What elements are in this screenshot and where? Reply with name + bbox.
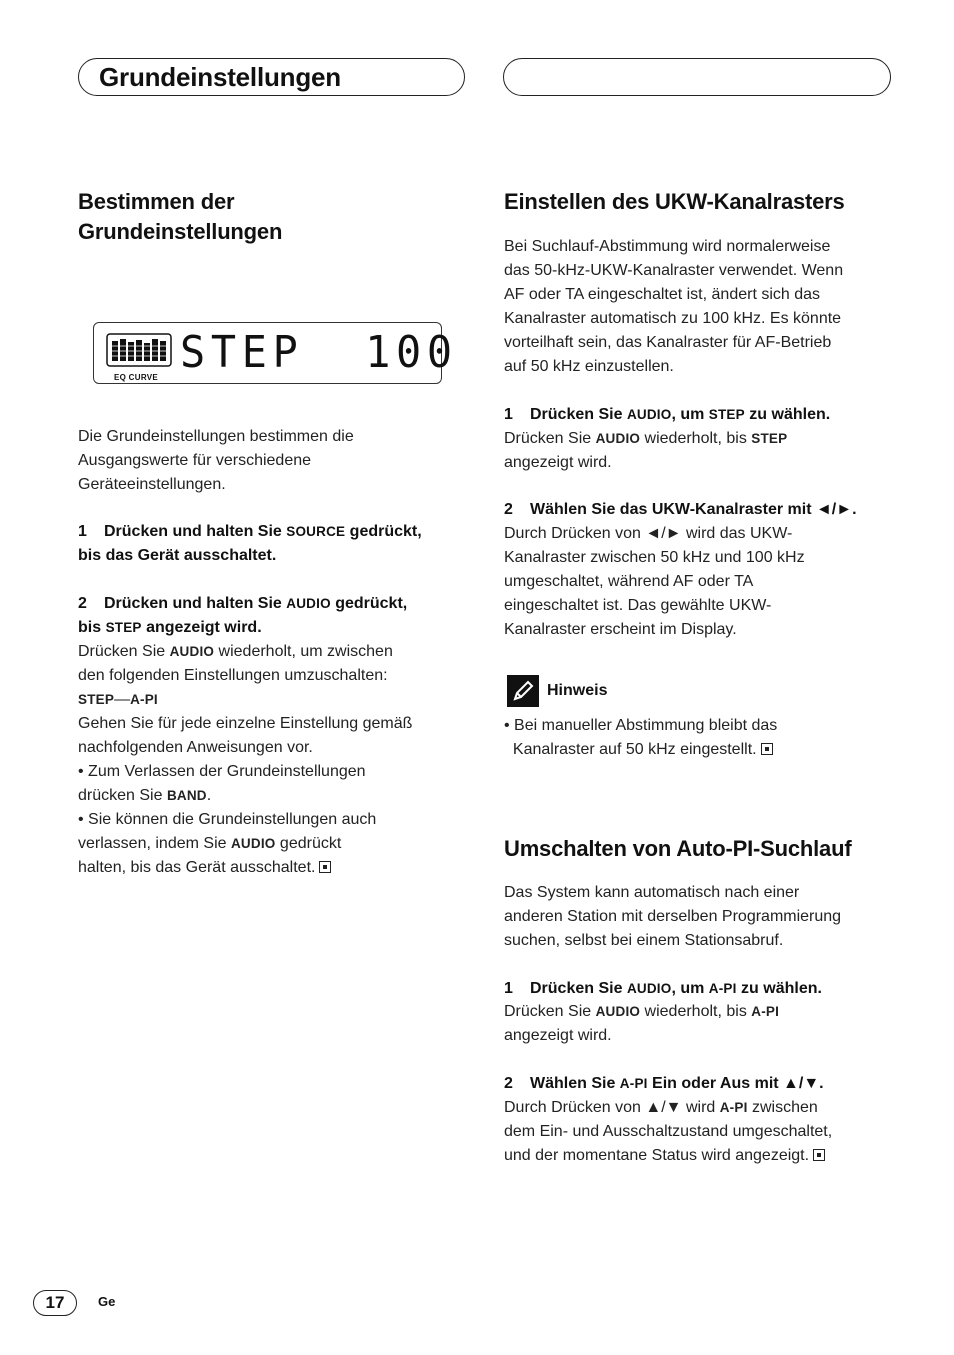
auto-pi-step-2-instruction bbox=[504, 1072, 894, 1096]
key-a-pi: A-PI bbox=[751, 1004, 780, 1019]
bullet-text: • Zum Verlassen der Grundeinstellungen drücken Sie bbox=[78, 763, 366, 804]
key-step: STEP bbox=[105, 620, 142, 635]
step-text: Drücken und halten Sie bbox=[104, 523, 287, 540]
key-a-pi: A-PI bbox=[719, 1100, 748, 1115]
end-mark-icon bbox=[761, 743, 773, 755]
body-text: angezeigt wird. bbox=[504, 1027, 612, 1044]
auto-pi-step-1-instruction bbox=[504, 977, 894, 1001]
key-step: STEP bbox=[751, 431, 788, 446]
step-number: 2 bbox=[504, 501, 513, 518]
step-text: Drücken Sie bbox=[530, 406, 627, 423]
step-text: Wählen Sie das UKW-Kanalraster mit ◄/►. bbox=[530, 501, 857, 518]
section-heading-auto-pi: Umschalten von Auto-PI-Suchlauf bbox=[504, 836, 852, 861]
key-step: STEP bbox=[78, 692, 115, 707]
body-text: Drücken Sie bbox=[504, 1003, 596, 1020]
step-text: gedrückt, bis bbox=[78, 595, 408, 636]
step-text: zu wählen. bbox=[744, 406, 831, 423]
note-label: Hinweis bbox=[547, 682, 608, 699]
step-text: , um bbox=[671, 980, 709, 997]
intro-text: Die Grundeinstellungen bestimmen die Ausgangswerte für verschiedene Geräteeinstellungen. bbox=[78, 428, 354, 493]
auto-pi-step-1-body bbox=[504, 1000, 894, 1048]
ukw-step-2-body: Durch Drücken von ◄/► wird das UKW- Kanalraster zwischen 50 kHz und 100 kHz umgeschaltet, während AF oder TA eingeschaltet ist. Das gewählte UKW- Kanalraster erscheint im Display. bbox=[504, 525, 805, 638]
ukw-step-1-body bbox=[504, 427, 894, 475]
note-text bbox=[504, 714, 894, 762]
step-2-instruction bbox=[78, 592, 468, 640]
step-number: 1 bbox=[504, 980, 513, 997]
key-audio: AUDIO bbox=[595, 1004, 641, 1019]
end-mark-icon bbox=[813, 1149, 825, 1161]
bullet-text: gedrückt halten, bis das Gerät ausschaltet. bbox=[78, 835, 342, 876]
step-1-instruction bbox=[78, 520, 468, 568]
step-2-body bbox=[78, 640, 468, 880]
note-bullet: • Bei manueller Abstimmung bleibt das Kanalraster auf 50 kHz eingestellt. bbox=[504, 717, 778, 758]
key-source: SOURCE bbox=[286, 524, 346, 539]
body-text: angezeigt wird. bbox=[504, 454, 612, 471]
sequence-dash: — bbox=[114, 691, 131, 708]
section-heading-grundeinstellungen: Bestimmen der Grundeinstellungen bbox=[78, 189, 283, 244]
step-text: , um bbox=[671, 406, 709, 423]
step-number: 2 bbox=[78, 595, 87, 612]
step-number: 2 bbox=[504, 1075, 513, 1092]
step-text: zu wählen. bbox=[736, 980, 822, 997]
key-step: STEP bbox=[708, 407, 745, 422]
section-heading-ukw-kanalraster: Einstellen des UKW-Kanalrasters bbox=[504, 189, 845, 214]
ukw-intro-text: Bei Suchlauf-Abstimmung wird normalerweise das 50-kHz-UKW-Kanalraster verwendet. Wenn AF oder TA eingeschaltet ist, ändert sich das Kanalraster automatisch zu 100 kHz. Es könnte vorteilhaft sein, das Kanalraster für AF-Betrieb auf 50 kHz einzustellen. bbox=[504, 238, 844, 375]
lcd-display bbox=[93, 322, 458, 384]
key-audio: AUDIO bbox=[626, 981, 672, 996]
page-number: 17 bbox=[33, 1290, 77, 1316]
key-a-pi: A-PI bbox=[708, 981, 737, 996]
ukw-step-2-instruction bbox=[504, 498, 899, 522]
key-audio: AUDIO bbox=[230, 836, 276, 851]
body-text: zwischen dem Ein- und Ausschaltzustand umgeschaltet, und der momentane Status wird angezeigt. bbox=[504, 1099, 833, 1164]
header-title-box bbox=[78, 58, 465, 96]
step-number: 1 bbox=[504, 406, 513, 423]
ukw-step-1-instruction bbox=[504, 403, 894, 427]
auto-pi-step-2-body bbox=[504, 1096, 899, 1168]
bullet-text: . bbox=[206, 787, 212, 804]
key-a-pi: A-PI bbox=[130, 692, 158, 707]
end-mark-icon bbox=[319, 861, 331, 873]
key-audio: AUDIO bbox=[595, 431, 641, 446]
body-text: Drücken Sie bbox=[504, 430, 596, 447]
key-a-pi: A-PI bbox=[619, 1076, 648, 1091]
step-text: gedrückt, bis das Gerät ausschaltet. bbox=[78, 523, 422, 564]
page-title: Grundeinstellungen bbox=[99, 62, 341, 92]
note-pencil-icon bbox=[507, 675, 539, 707]
eq-curve-icon bbox=[106, 333, 172, 367]
step-text: Drücken Sie bbox=[530, 980, 627, 997]
body-text: wiederholt, bis bbox=[640, 1003, 752, 1020]
body-text: wiederholt, bis bbox=[640, 430, 752, 447]
body-text: Durch Drücken von ▲/▼ wird bbox=[504, 1099, 720, 1116]
bullet-text: • Sie können die Grundeinstellungen auch verlassen, indem Sie bbox=[78, 811, 377, 852]
language-code: Ge bbox=[98, 1294, 116, 1309]
key-band: BAND bbox=[166, 788, 207, 803]
body-text: Drücken Sie bbox=[78, 643, 170, 660]
step-number: 1 bbox=[78, 523, 87, 540]
step-text: Drücken und halten Sie bbox=[104, 595, 287, 612]
auto-pi-intro-text: Das System kann automatisch nach einer anderen Station mit derselben Programmierung suchen, selbst bei einem Stationsabruf. bbox=[504, 884, 842, 949]
key-audio: AUDIO bbox=[169, 644, 215, 659]
eq-curve-label: EQ CURVE bbox=[114, 373, 159, 382]
step-text: Ein oder Aus mit ▲/▼. bbox=[647, 1075, 824, 1092]
step-text: Wählen Sie bbox=[530, 1075, 620, 1092]
key-audio: AUDIO bbox=[626, 407, 672, 422]
lcd-readout: STEP 100 bbox=[180, 327, 458, 378]
step-text: angezeigt wird. bbox=[141, 619, 262, 636]
body-text: Gehen Sie für jede einzelne Einstellung gemäß nachfolgenden Anweisungen vor. bbox=[78, 715, 413, 756]
key-audio: AUDIO bbox=[286, 596, 331, 611]
body-text: wiederholt, um zwischen den folgenden Einstellungen umzuschalten: bbox=[78, 643, 393, 684]
header-empty-box bbox=[503, 58, 891, 96]
